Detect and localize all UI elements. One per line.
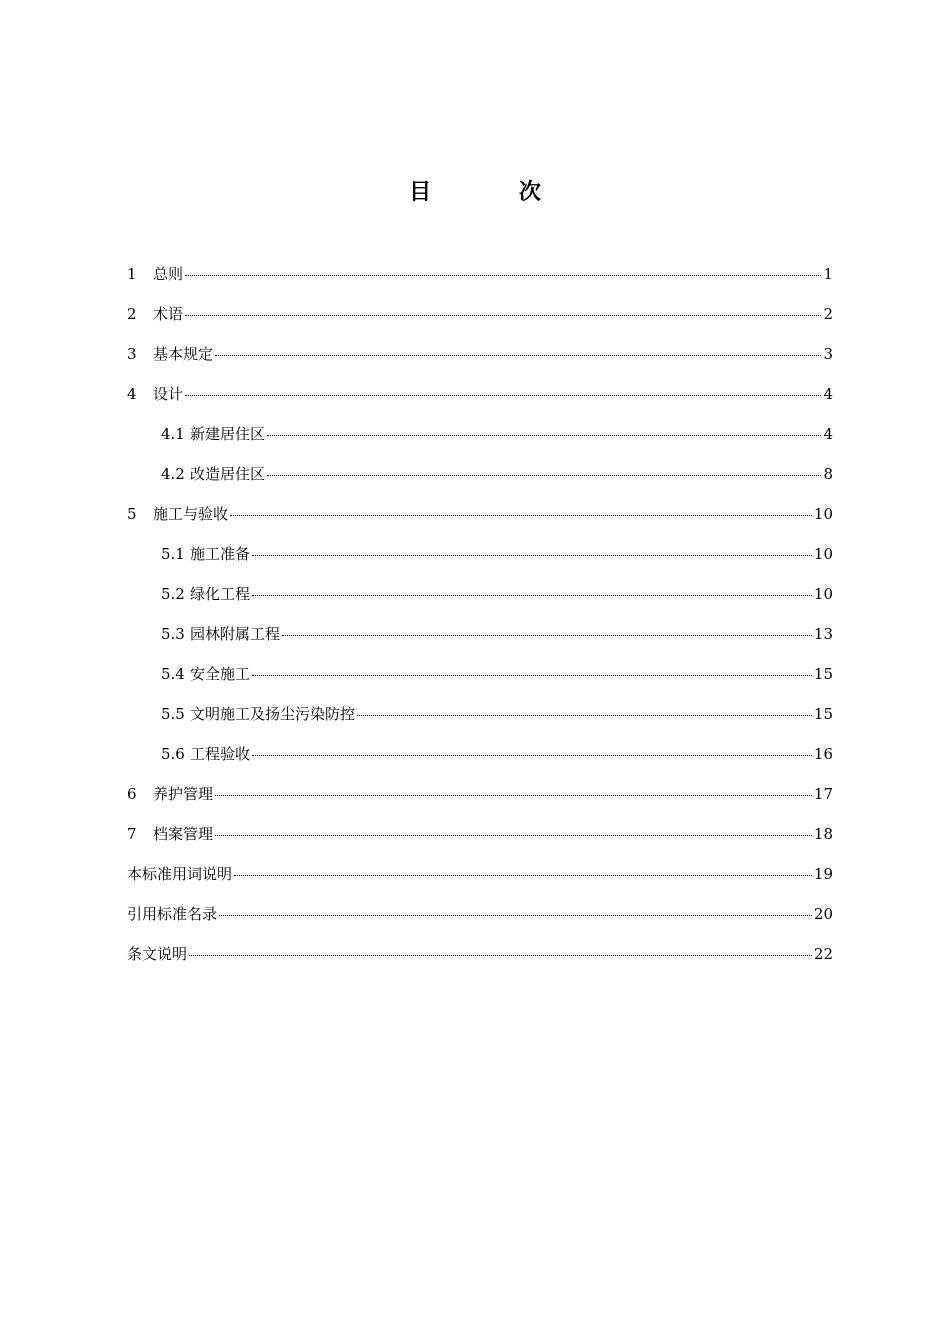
- toc-entry-page: 3: [823, 345, 833, 363]
- toc-entry-page: 10: [813, 545, 833, 563]
- toc-entry-title: 档案管理: [153, 825, 214, 843]
- toc-entry-page: 19: [813, 865, 833, 883]
- toc-dot-leader: [234, 875, 812, 876]
- toc-entry-page: 20: [813, 905, 833, 923]
- toc-entry-page: 4: [823, 385, 833, 403]
- toc-dot-leader: [267, 435, 821, 436]
- toc-entry[interactable]: [127, 622, 833, 662]
- toc-entry-number: 7: [127, 825, 137, 843]
- toc-entry-page: 16: [813, 745, 833, 763]
- toc-entry-number: 5.3: [161, 625, 185, 643]
- toc-entry-title: 施工准备: [190, 545, 251, 563]
- toc-dot-leader: [230, 515, 812, 516]
- toc-entry-page: 10: [813, 585, 833, 603]
- toc-entry[interactable]: [127, 462, 833, 502]
- toc-entry-title: 绿化工程: [190, 585, 251, 603]
- toc-entry-page: 17: [813, 785, 833, 803]
- toc-entry-number: 5.1: [161, 545, 185, 563]
- toc-entry[interactable]: [127, 862, 833, 902]
- toc-entry-title: 养护管理: [153, 785, 214, 803]
- toc-dot-leader: [357, 715, 812, 716]
- toc-entry-title: 工程验收: [190, 745, 251, 763]
- toc-dot-leader: [267, 475, 821, 476]
- toc-entry[interactable]: [127, 702, 833, 742]
- toc-entry[interactable]: [127, 582, 833, 622]
- toc-dot-leader: [252, 755, 812, 756]
- toc-dot-leader: [215, 795, 812, 796]
- toc-entry-number: 5.5: [161, 705, 185, 723]
- toc-entry-title: 术语: [153, 305, 184, 323]
- toc-entry-page: 22: [813, 945, 833, 963]
- toc-entry-title: 园林附属工程: [190, 625, 281, 643]
- toc-entry[interactable]: [127, 342, 833, 382]
- toc-entry-number: 6: [127, 785, 137, 803]
- toc-entry-page: 1: [823, 265, 833, 283]
- toc-entry[interactable]: [127, 542, 833, 582]
- toc-entry-number: 5: [127, 505, 137, 523]
- toc-entry[interactable]: [127, 502, 833, 542]
- toc-entry-number: 1: [127, 265, 137, 283]
- toc-dot-leader: [185, 395, 821, 396]
- toc-entry-page: 8: [823, 465, 833, 483]
- toc-dot-leader: [185, 315, 821, 316]
- toc-entry-title: 新建居住区: [190, 425, 266, 443]
- toc-entry-page: 18: [813, 825, 833, 843]
- toc-dot-leader: [282, 635, 812, 636]
- toc-entry-title: 改造居住区: [190, 465, 266, 483]
- toc-dot-leader: [185, 275, 821, 276]
- toc-entry-page: 2: [823, 305, 833, 323]
- toc-entry[interactable]: [127, 662, 833, 702]
- toc-dot-leader: [215, 355, 821, 356]
- toc-entry-number: 5.6: [161, 745, 185, 763]
- toc-entry-number: 4.1: [161, 425, 185, 443]
- toc-entry-number: 4.2: [161, 465, 185, 483]
- toc-dot-leader: [219, 915, 812, 916]
- toc-entry[interactable]: [127, 822, 833, 862]
- toc-entry[interactable]: [127, 902, 833, 942]
- toc-dot-leader: [252, 595, 812, 596]
- toc-entry-number: 3: [127, 345, 137, 363]
- toc-entry[interactable]: [127, 302, 833, 342]
- toc-entry-title: 基本规定: [153, 345, 214, 363]
- toc-dot-leader: [252, 555, 812, 556]
- toc-entry-page: 4: [823, 425, 833, 443]
- toc-entry[interactable]: [127, 262, 833, 302]
- page-title: 目 次: [409, 179, 581, 205]
- toc-entry[interactable]: [127, 742, 833, 782]
- toc-entry-title: 施工与验收: [153, 505, 229, 523]
- toc-entry-number: 4: [127, 385, 137, 403]
- toc-entry[interactable]: [127, 942, 833, 982]
- toc-entry-page: 10: [813, 505, 833, 523]
- toc-entry-title: 条文说明: [127, 945, 188, 963]
- toc-entry[interactable]: [127, 422, 833, 462]
- toc-entry-number: 5.2: [161, 585, 185, 603]
- toc-entry[interactable]: [127, 782, 833, 822]
- toc-entry-title: 本标准用词说明: [127, 865, 233, 883]
- toc-entry-title: 文明施工及扬尘污染防控: [190, 705, 356, 723]
- toc-list: [127, 262, 833, 982]
- toc-dot-leader: [215, 835, 812, 836]
- toc-entry-title: 总则: [153, 265, 184, 283]
- toc-entry-page: 15: [813, 665, 833, 683]
- toc-entry-number: 5.4: [161, 665, 185, 683]
- toc-entry-page: 13: [813, 625, 833, 643]
- toc-dot-leader: [189, 955, 812, 956]
- toc-entry-page: 15: [813, 705, 833, 723]
- toc-entry-title: 引用标准名录: [127, 905, 218, 923]
- toc-entry-title: 设计: [153, 385, 184, 403]
- toc-dot-leader: [252, 675, 812, 676]
- toc-entry-title: 安全施工: [190, 665, 251, 683]
- toc-entry[interactable]: [127, 382, 833, 422]
- toc-entry-number: 2: [127, 305, 137, 323]
